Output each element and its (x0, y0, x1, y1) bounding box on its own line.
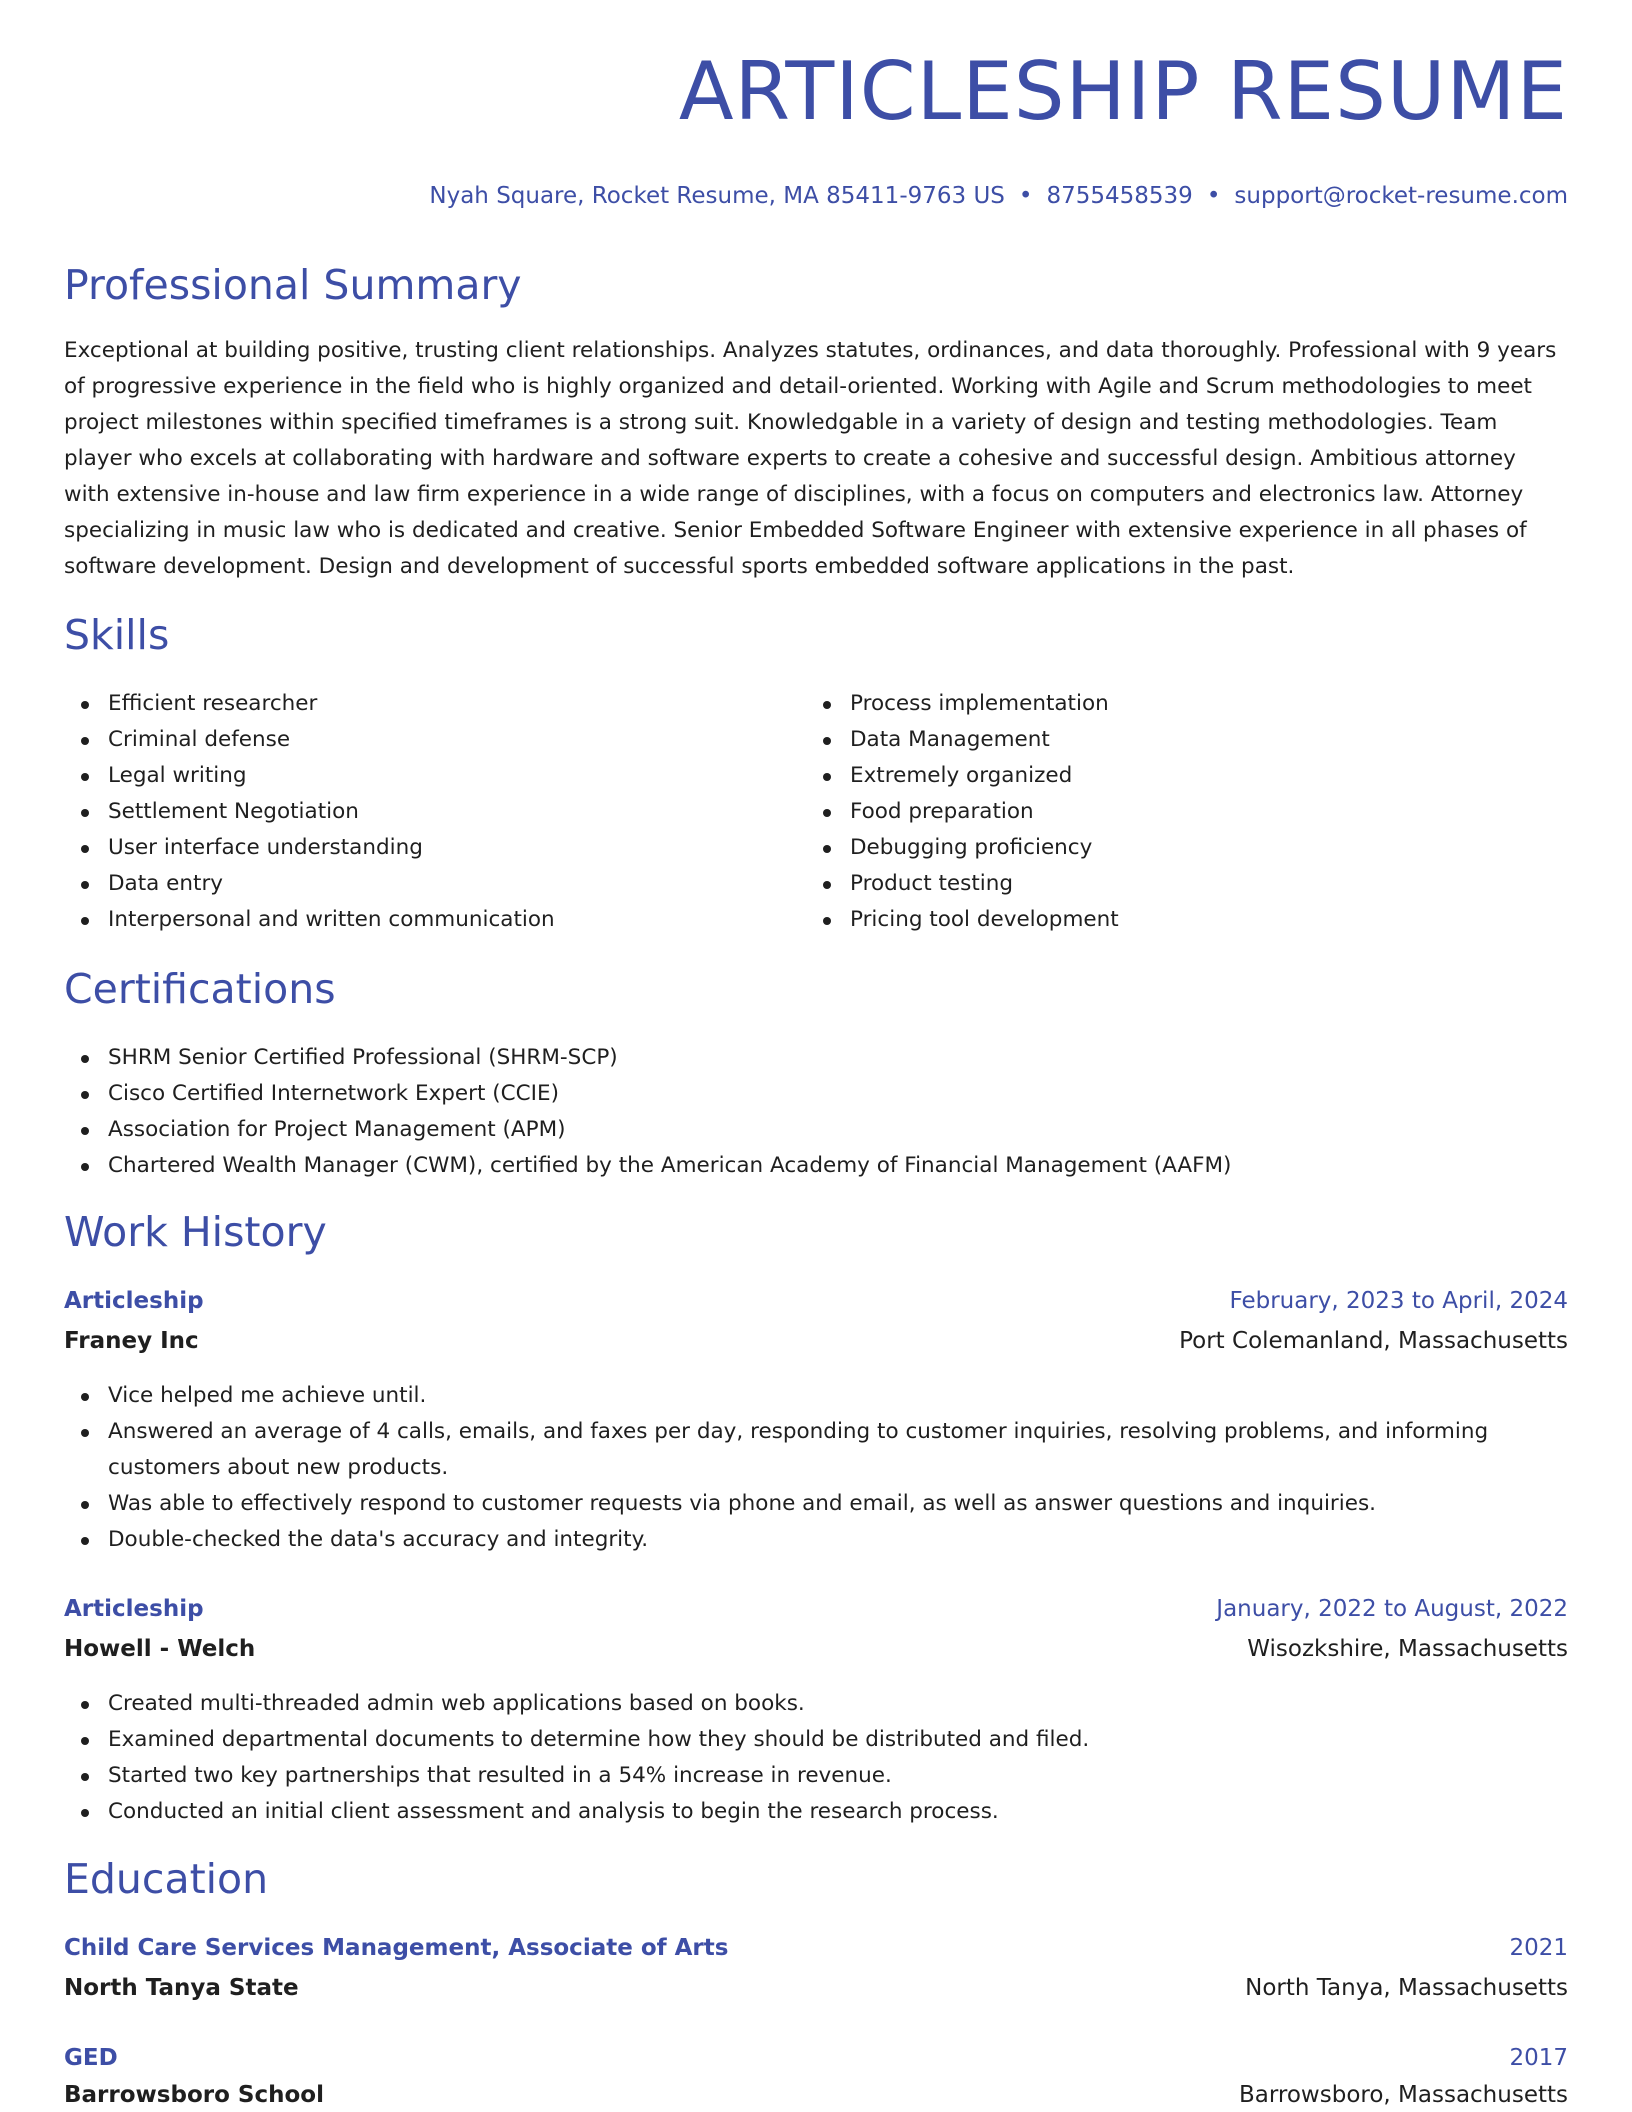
list-item: Legal writing (64, 758, 764, 794)
resume-title: ARTICLESHIP RESUME (678, 45, 1568, 138)
certifications-list (64, 1040, 1568, 1184)
list-item: Cisco Certified Internetwork Expert (CCIE) (64, 1076, 1568, 1112)
summary-text: Exceptional at building positive, trusting client relationships. Analyzes statutes, ordinances, and data thoroughly. Professional with 9 years of progressive experience in the field who is highly organized and detail-oriented. Working with Agile and Scrum methodologies to meet project milestones within specified timeframes is a strong suit. Knowledgable in a variety of design and testing methodologies. Team player who excels at collaborating with hardware and software experts to create a cohesive and successful design. Ambitious attorney with extensive in-house and law firm experience in a wide range of disciplines, with a focus on computers and electronics law. Attorney specializing in music law who is dedicated and creative. Senior Embedded Software Engineer with extensive experience in all phases of software development. Design and development of successful sports embedded software applications in the past. (64, 338, 1557, 579)
list-item: Vice helped me achieve until. (64, 1378, 1568, 1414)
list-item: Double-checked the data's accuracy and integrity. (64, 1522, 1568, 1558)
contact-address: Nyah Square, Rocket Resume, MA 85411-9763 US (429, 183, 1005, 209)
contact-email[interactable]: support@rocket-resume.com (1234, 183, 1568, 209)
list-item: Interpersonal and written communication (64, 902, 764, 938)
job-location: Wisozkshire, Massachusetts (1247, 1636, 1568, 1662)
list-item: Chartered Wealth Manager (CWM), certified by the American Academy of Financial Management (AAFM) (64, 1148, 1568, 1184)
skills-list-right (806, 686, 1506, 938)
list-item: Extremely organized (806, 758, 1506, 794)
separator-dot: • (1018, 183, 1033, 209)
job-2-header (64, 1596, 1568, 1622)
job-dates: January, 2022 to August, 2022 (1216, 1596, 1568, 1622)
list-item: User interface understanding (64, 830, 764, 866)
job-1-bullets (64, 1378, 1568, 1558)
education-2-header (64, 2045, 1568, 2071)
list-item: Association for Project Management (APM) (64, 1112, 1568, 1148)
job-company: Howell - Welch (64, 1636, 256, 1662)
education-degree: Child Care Services Management, Associate of Arts (64, 1935, 729, 1961)
list-item: Data Management (806, 722, 1506, 758)
contact-phone[interactable]: 8755458539 (1046, 183, 1193, 209)
separator-dot: • (1206, 183, 1221, 209)
list-item: Product testing (806, 866, 1506, 902)
job-2-bullets (64, 1686, 1568, 1830)
education-school: Barrowsboro School (64, 2082, 324, 2108)
job-dates: February, 2023 to April, 2024 (1229, 1288, 1568, 1314)
job-role: Articleship (64, 1596, 204, 1622)
skills-list-left (64, 686, 764, 938)
education-2-org (64, 2082, 1568, 2108)
certifications-heading: Certifications (64, 965, 336, 1013)
list-item: Conducted an initial client assessment and analysis to begin the research process. (64, 1794, 1568, 1830)
job-company: Franey Inc (64, 1328, 199, 1354)
job-1-org (64, 1328, 1568, 1354)
education-heading: Education (64, 1855, 269, 1903)
job-role: Articleship (64, 1288, 204, 1314)
list-item: Data entry (64, 866, 764, 902)
list-item: Efficient researcher (64, 686, 764, 722)
education-1-org (64, 1975, 1568, 2001)
list-item: Examined departmental documents to determine how they should be distributed and filed. (64, 1722, 1568, 1758)
list-item: Answered an average of 4 calls, emails, and faxes per day, responding to customer inquiries, resolving problems, and informing customers about new products. (64, 1414, 1568, 1486)
job-1-header (64, 1288, 1568, 1314)
education-school: North Tanya State (64, 1975, 299, 2001)
list-item: Settlement Negotiation (64, 794, 764, 830)
skills-heading: Skills (64, 611, 170, 659)
list-item: Debugging proficiency (806, 830, 1506, 866)
work-heading: Work History (64, 1208, 327, 1256)
education-degree: GED (64, 2045, 118, 2071)
education-location: North Tanya, Massachusetts (1245, 1975, 1568, 2001)
list-item: SHRM Senior Certified Professional (SHRM-SCP) (64, 1040, 1568, 1076)
summary-heading: Professional Summary (64, 261, 522, 309)
list-item: Started two key partnerships that resulted in a 54% increase in revenue. (64, 1758, 1568, 1794)
list-item: Criminal defense (64, 722, 764, 758)
job-2-org (64, 1636, 1568, 1662)
contact-line (429, 183, 1568, 209)
list-item: Created multi-threaded admin web applications based on books. (64, 1686, 1568, 1722)
list-item: Food preparation (806, 794, 1506, 830)
list-item: Was able to effectively respond to customer requests via phone and email, as well as answer questions and inquiries. (64, 1486, 1568, 1522)
education-year: 2021 (1509, 1935, 1568, 1961)
education-1-header (64, 1935, 1568, 1961)
education-year: 2017 (1509, 2045, 1568, 2071)
list-item: Process implementation (806, 686, 1506, 722)
list-item: Pricing tool development (806, 902, 1506, 938)
education-location: Barrowsboro, Massachusetts (1238, 2082, 1568, 2108)
job-location: Port Colemanland, Massachusetts (1179, 1328, 1568, 1354)
